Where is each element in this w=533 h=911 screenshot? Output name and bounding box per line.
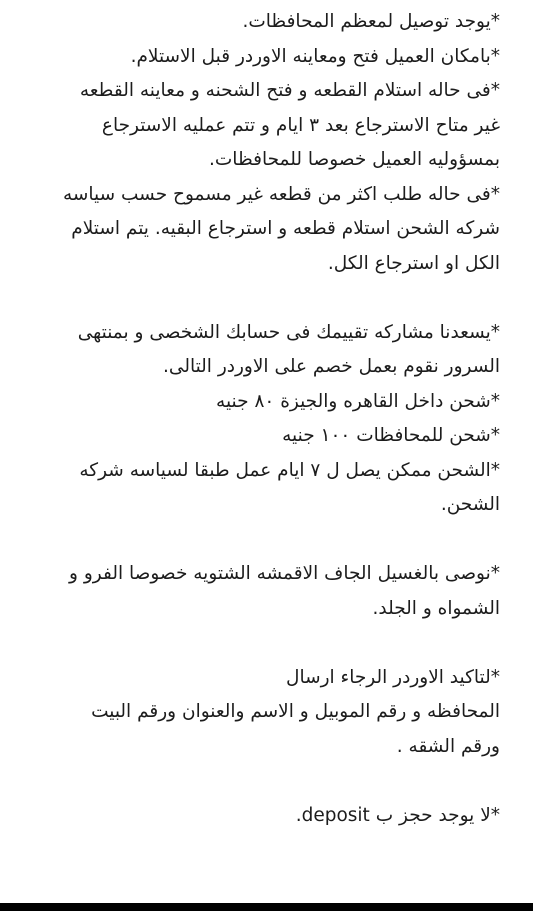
text-line: *فى حاله طلب اكثر من قطعه غير مسموح حسب سياسه bbox=[63, 183, 500, 205]
blank-line bbox=[10, 626, 500, 661]
text-line: الشمواه و الجلد. bbox=[372, 597, 500, 619]
text-line: *لا يوجد حجز ب deposit. bbox=[295, 804, 500, 826]
text-line: *فى حاله استلام القطعه و فتح الشحنه و معاينه القطعه bbox=[79, 80, 500, 101]
text-line: *الشحن ممكن يصل ل ٧ ايام عمل طبقا لسياسه شركه bbox=[79, 459, 500, 481]
bottom-bar bbox=[0, 903, 533, 911]
blank-line bbox=[10, 523, 500, 558]
text-line: *بامكان العميل فتح ومعاينه الاوردر قبل الاستلام. bbox=[130, 45, 500, 67]
text-line: *شحن داخل القاهره والجيزة ٨٠ جنيه bbox=[216, 390, 500, 412]
text-line: ورقم الشقه . bbox=[396, 735, 500, 757]
text-line: بمسؤوليه العميل خصوصا للمحافظات. bbox=[209, 149, 500, 170]
text-line: شركه الشحن استلام قطعه و استرجاع البقيه. يتم استلام bbox=[71, 218, 500, 239]
policy-text bbox=[10, 5, 500, 833]
text-line: *لتاكيد الاوردر الرجاء ارسال bbox=[286, 666, 500, 688]
text-line: *نوصى بالغسيل الجاف الاقمشه الشتويه خصوصا الفرو و bbox=[69, 563, 500, 584]
text-line: السرور نقوم بعمل خصم على الاوردر التالى. bbox=[163, 356, 500, 377]
text-line: المحافظه و رقم الموبيل و الاسم والعنوان ورقم البيت bbox=[91, 701, 500, 722]
text-line: غير متاح الاسترجاع بعد ٣ ايام و تتم عمليه الاسترجاع bbox=[101, 114, 500, 136]
blank-line bbox=[10, 764, 500, 799]
text-line: الشحن. bbox=[440, 494, 500, 515]
text-line: *يسعدنا مشاركه تقييمك فى حسابك الشخصى و بمنتهى bbox=[77, 321, 500, 343]
blank-line bbox=[10, 281, 500, 316]
text-line: الكل او استرجاع الكل. bbox=[327, 252, 500, 274]
text-line: *يوجد توصيل لمعظم المحافظات. bbox=[242, 11, 500, 32]
text-line: *شحن للمحافظات ١٠٠ جنيه bbox=[282, 425, 500, 446]
